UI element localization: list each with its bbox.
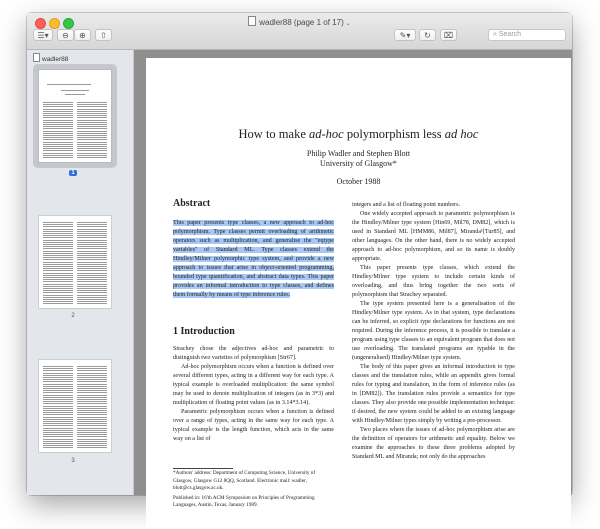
thumbnail-text-line <box>43 406 73 407</box>
thumbnail-text-line <box>77 290 107 291</box>
paper-affiliation: University of Glasgow* <box>320 159 397 168</box>
thumbnail-text-line <box>77 133 107 134</box>
thumbnail-text-line <box>77 257 107 258</box>
abstract-text-selected[interactable]: This paper presents type classes, a new approach to ad-hoc polymorphism. Type classes permit overloading of arithmetic operators such as multiplication, and generalise the "eqtype variables" of Standard ML. Type classes extend the Hindley/Milner polymorphic type system, and provide a new approach to issues that arise in object-oriented programming, bounded type quantification, and abstract data types. This paper provides an informal introduction to type classes, and defines them formally by means of type inference rules. <box>173 220 334 298</box>
thumbnail-text-line <box>77 111 107 112</box>
thumbnail-text-line <box>43 434 73 435</box>
thumbnail-text-line <box>77 237 107 238</box>
thumbnail-text-line <box>43 388 73 389</box>
thumbnail-text-line <box>77 441 107 442</box>
search-placeholder: Search <box>498 31 522 38</box>
thumbnail-text-line <box>77 131 107 132</box>
thumbnail-text-line <box>43 117 73 118</box>
thumbnail-text-line <box>77 423 107 424</box>
thumbnail-text-line <box>77 425 107 426</box>
thumbnail-text-line <box>77 262 107 263</box>
thumbnail-text-line <box>77 403 107 404</box>
thumbnail-text-line <box>77 124 107 125</box>
thumbnail-text-line <box>43 421 73 422</box>
thumbnail-text-line <box>77 375 107 376</box>
thumbnail-text-line <box>77 395 107 396</box>
thumbnail-text-line <box>77 297 107 298</box>
thumbnail-text-line <box>43 410 73 411</box>
thumbnail-text-line <box>43 153 73 154</box>
thumbnail-text-line <box>43 262 73 263</box>
thumbnail-text-line <box>77 150 107 151</box>
thumbnail-text-line <box>43 428 73 429</box>
thumbnail-text-line <box>77 277 107 278</box>
thumbnail-text-line <box>77 231 107 232</box>
thumbnail-text-line <box>77 115 107 116</box>
thumbnail-text-line <box>43 301 73 302</box>
thumbnail-text-line <box>77 104 107 105</box>
search-icon: ⌕ <box>493 31 497 38</box>
markup-button[interactable]: ✎▾ <box>394 29 416 41</box>
thumbnail-text-line <box>43 122 73 123</box>
thumbnail-text-line <box>43 144 73 145</box>
thumbnail-text-line <box>43 430 73 431</box>
thumbnail-text-line <box>77 142 107 143</box>
rotate-button[interactable]: ↻ <box>419 29 436 41</box>
thumbnail-text-line <box>43 279 73 280</box>
zoom-in-button[interactable]: ⊕ <box>74 29 91 41</box>
thumbnail-text-line <box>43 292 73 293</box>
thumbnail-text-line <box>43 401 73 402</box>
thumbnail-text-line <box>77 251 107 252</box>
thumbnail-text-line <box>77 408 107 409</box>
thumbnail-text-line <box>77 226 107 227</box>
thumbnail-title-line <box>65 94 85 95</box>
thumbnail-text-line <box>43 135 73 136</box>
page-thumbnail-2[interactable] <box>39 216 111 308</box>
thumbnail-text-line <box>43 395 73 396</box>
thumbnail-text-line <box>43 412 73 413</box>
thumbnail-text-line <box>43 439 73 440</box>
thumbnail-text-line <box>77 301 107 302</box>
thumbnail-text-line <box>77 295 107 296</box>
thumbnail-text-line <box>77 432 107 433</box>
thumbnail-text-line <box>43 295 73 296</box>
thumbnail-text-line <box>77 253 107 254</box>
thumbnail-text-line <box>77 373 107 374</box>
thumbnail-text-line <box>77 414 107 415</box>
thumbnail-text-line <box>43 436 73 437</box>
footnote-published: Published in: 16'th ACM Symposium on Principles of Programming Languages, Austin, Texas, January 1989. <box>173 494 315 508</box>
thumbnail-text-line <box>43 142 73 143</box>
thumbnail-text-line <box>77 259 107 260</box>
thumbnail-text-line <box>43 408 73 409</box>
thumbnail-text-line <box>43 115 73 116</box>
thumbnail-text-line <box>43 288 73 289</box>
window-title[interactable] <box>27 16 572 27</box>
thumbnail-text-line <box>43 222 73 223</box>
thumbnail-text-line <box>43 244 73 245</box>
footnote-address: *Authors' address: Department of Computing Science, University of Glasgow, Glasgow G12 8QQ, Scotland. Electronic mail: wadler, blott@cs.glasgow.ac.uk. <box>173 470 316 491</box>
thumbnail-text-line <box>77 401 107 402</box>
thumbnail-text-line <box>77 106 107 107</box>
thumbnail-sidebar <box>27 50 134 495</box>
document-view[interactable] <box>134 50 572 508</box>
thumbnail-text-line <box>43 137 73 138</box>
thumbnail-text-line <box>43 246 73 247</box>
thumbnail-text-line <box>43 255 73 256</box>
thumbnail-text-line <box>43 157 73 158</box>
thumbnail-text-line <box>43 284 73 285</box>
sidebar-toggle-button[interactable]: ☰▾ <box>33 29 53 41</box>
thumbnail-text-line <box>43 242 73 243</box>
thumbnail-text-line <box>77 109 107 110</box>
thumbnail-text-line <box>43 375 73 376</box>
thumbnail-text-line <box>43 273 73 274</box>
share-button[interactable]: ⇧ <box>95 29 112 41</box>
thumbnail-text-line <box>77 144 107 145</box>
thumbnail-text-line <box>77 224 107 225</box>
thumbnail-text-line <box>43 423 73 424</box>
thumbnail-text-line <box>77 266 107 267</box>
thumbnail-text-line <box>43 399 73 400</box>
thumbnail-text-line <box>43 377 73 378</box>
thumbnail-text-line <box>77 244 107 245</box>
thumbnail-text-line <box>43 139 73 140</box>
thumbnail-text-line <box>77 233 107 234</box>
document-icon <box>248 16 256 26</box>
page-thumbnail-1[interactable] <box>39 70 111 162</box>
thumbnail-text-line <box>77 370 107 371</box>
page-thumbnail-label: 3 <box>71 458 75 464</box>
thumbnail-text-line <box>43 268 73 269</box>
right-column-text: integers and a list of floating point numbers. One widely accepted approach to parametric polymorphism is the Hindley/Milner type system [Hin69, Mil78, DM82], which is used in Standard ML [HMM86, Mil87], Miranda¹[Tur85], and other languages. On the other hand, there is no widely accepted approach to ad-hoc polymorphism, and so its name is doubly appropriate. This paper presents type classes, which extend the Hindley/Milner type system to include certain kinds of overloading, and thus bring together the two sorts of polymorphism that Strachey separated. The type system presented here is a generalisation of the Hindley/Milner type system. As in that system, type declarations can be inferred, so explicit type declarations for functions are not required. During the inference process, it is possible to translate a program using type classes to an equivalent program that does not use overloading. The translated programs are typable in the (ungeneralised) Hindley/Milner type system. The body of this paper gives an informal introduction to type classes and the translation rules, while an appendix gives formal rules for typing and translation, in the form of inference rules (as in [DM82]). The translation rules provide a semantics for type classes. They also provide one possible implementation technique: if desired, the new system could be added to an existing language with Hindley/Milner types simply by writing a pre-processor. Two places where the issues of ad-hoc polymorphism arise are the definition of operators for arithmetic and equality. Below we examine the approaches to these three problems adopted by Standard ML and Miranda; not only do the approaches <box>352 202 515 460</box>
thumbnail-text-line <box>43 290 73 291</box>
thumbnail-text-line <box>43 381 73 382</box>
thumbnail-text-line <box>77 366 107 367</box>
thumbnail-text-line <box>43 397 73 398</box>
thumbnail-text-line <box>43 445 73 446</box>
thumbnail-text-line <box>77 155 107 156</box>
thumbnail-text-line <box>43 297 73 298</box>
thumbnail-text-line <box>43 379 73 380</box>
thumbnail-text-line <box>43 443 73 444</box>
thumbnail-text-line <box>77 273 107 274</box>
thumbnail-text-line <box>77 299 107 300</box>
thumbnail-text-line <box>43 373 73 374</box>
page-thumbnail-3[interactable] <box>39 360 111 452</box>
thumbnail-text-line <box>43 432 73 433</box>
thumbnail-text-line <box>77 153 107 154</box>
thumbnail-text-line <box>77 406 107 407</box>
thumbnail-text-line <box>43 150 73 151</box>
thumbnail-text-line <box>43 392 73 393</box>
thumbnail-text-line <box>77 377 107 378</box>
thumbnail-text-line <box>43 366 73 367</box>
thumbnail-text-line <box>43 370 73 371</box>
thumbnail-text-line <box>43 113 73 114</box>
paper-title: How to make ad-hoc polymorphism less ad hoc <box>238 127 479 141</box>
thumbnail-text-line <box>43 248 73 249</box>
thumbnail-text-line <box>77 384 107 385</box>
thumbnail-text-line <box>77 410 107 411</box>
title-bar <box>27 13 572 50</box>
thumbnail-text-line <box>77 388 107 389</box>
thumbnail-text-line <box>77 128 107 129</box>
thumbnail-text-line <box>77 397 107 398</box>
thumbnail-text-line <box>77 390 107 391</box>
thumbnail-text-line <box>43 403 73 404</box>
thumbnail-text-line <box>77 292 107 293</box>
thumbnail-text-line <box>43 303 73 304</box>
thumbnail-text-line <box>43 386 73 387</box>
thumbnail-text-line <box>77 434 107 435</box>
thumbnail-text-line <box>77 148 107 149</box>
thumbnail-text-line <box>77 146 107 147</box>
sidebar-document-header[interactable] <box>33 53 68 63</box>
thumbnail-text-line <box>77 368 107 369</box>
thumbnail-text-line <box>43 257 73 258</box>
thumbnail-text-line <box>77 412 107 413</box>
thumbnail-text-line <box>77 428 107 429</box>
document-icon <box>33 53 40 62</box>
thumbnail-text-line <box>43 124 73 125</box>
thumbnail-text-line <box>77 445 107 446</box>
paper-date: October 1988 <box>336 177 381 186</box>
thumbnail-text-line <box>43 266 73 267</box>
thumbnail-title-line <box>47 84 91 85</box>
thumbnail-text-line <box>77 270 107 271</box>
thumbnail-text-line <box>77 386 107 387</box>
thumbnail-text-line <box>43 286 73 287</box>
thumbnail-text-line <box>43 231 73 232</box>
thumbnail-text-line <box>43 226 73 227</box>
toolbox-button[interactable]: ⌧ <box>440 29 457 41</box>
thumbnail-text-line <box>77 417 107 418</box>
thumbnail-text-line <box>77 157 107 158</box>
thumbnail-text-line <box>43 414 73 415</box>
thumbnail-text-line <box>43 104 73 105</box>
thumbnail-text-line <box>43 109 73 110</box>
thumbnail-text-line <box>77 113 107 114</box>
thumbnail-text-line <box>77 120 107 121</box>
pdf-page <box>146 58 571 528</box>
thumbnail-text-line <box>77 379 107 380</box>
thumbnail-text-line <box>77 399 107 400</box>
thumbnail-text-line <box>77 447 107 448</box>
thumbnail-text-line <box>43 126 73 127</box>
thumbnail-text-line <box>77 135 107 136</box>
thumbnail-text-line <box>43 390 73 391</box>
thumbnail-text-line <box>43 146 73 147</box>
thumbnail-text-line <box>77 246 107 247</box>
thumbnail-text-line <box>77 381 107 382</box>
thumbnail-text-line <box>77 229 107 230</box>
paper-authors: Philip Wadler and Stephen Blott University of Glasgow* <box>146 149 571 169</box>
sidebar-document-name: wadler88 <box>42 56 69 63</box>
thumbnail-text-line <box>77 122 107 123</box>
thumbnail-text-line <box>77 268 107 269</box>
thumbnail-text-line <box>77 275 107 276</box>
thumbnail-text-line <box>43 233 73 234</box>
introduction-text: Strachey chose the adjectives ad-hoc and parametric to distinguish two varieties of polymorphism [Str67]. Ad-hoc polymorphism occurs when a function is defined over several different types, acting in a different way for each type. A typical example is overloaded multiplication: the same symbol may be used to denote multiplication of integers (as in 3*3) and multiplication of floating point values (as in 3.14*3.14). Parametric polymorphism occurs when a function is defined over a range of types, acting in the same way for each type. A typical example is the length function, which acts in the same way on a list of <box>173 346 334 442</box>
zoom-out-button[interactable]: ⊖ <box>57 29 74 41</box>
thumbnail-text-line <box>77 286 107 287</box>
thumbnail-text-line <box>43 235 73 236</box>
page-thumbnail-label: 1 <box>71 170 75 176</box>
thumbnail-text-line <box>43 120 73 121</box>
thumbnail-text-line <box>43 102 73 103</box>
thumbnail-text-line <box>77 439 107 440</box>
thumbnail-text-line <box>43 275 73 276</box>
thumbnail-text-line <box>43 281 73 282</box>
thumbnail-text-line <box>77 436 107 437</box>
thumbnail-text-line <box>77 102 107 103</box>
thumbnail-text-line <box>77 288 107 289</box>
search-field[interactable] <box>488 29 566 41</box>
thumbnail-text-line <box>43 155 73 156</box>
thumbnail-text-line <box>77 137 107 138</box>
thumbnail-text-line <box>43 259 73 260</box>
thumbnail-text-line <box>77 284 107 285</box>
thumbnail-text-line <box>77 430 107 431</box>
thumbnail-text-line <box>77 419 107 420</box>
thumbnail-text-line <box>43 277 73 278</box>
thumbnail-text-line <box>43 240 73 241</box>
thumbnail-text-line <box>43 229 73 230</box>
thumbnail-text-line <box>43 299 73 300</box>
thumbnail-text-line <box>77 264 107 265</box>
thumbnail-text-line <box>43 419 73 420</box>
thumbnail-text-line <box>43 270 73 271</box>
chevron-down-icon: ⌄ <box>345 21 351 27</box>
thumbnail-text-line <box>77 139 107 140</box>
thumbnail-text-line <box>77 392 107 393</box>
thumbnail-text-line <box>77 117 107 118</box>
page-thumbnail-label: 2 <box>71 313 75 319</box>
thumbnail-text-line <box>43 128 73 129</box>
thumbnail-title-line <box>61 90 89 91</box>
thumbnail-text-line <box>43 148 73 149</box>
window-title-text: wadler88 (page 1 of 17) <box>259 18 344 27</box>
thumbnail-text-line <box>77 242 107 243</box>
thumbnail-text-line <box>43 251 73 252</box>
thumbnail-text-line <box>77 126 107 127</box>
thumbnail-text-line <box>43 447 73 448</box>
thumbnail-text-line <box>77 281 107 282</box>
thumbnail-text-line <box>43 133 73 134</box>
thumbnail-text-line <box>77 235 107 236</box>
thumbnail-text-line <box>43 368 73 369</box>
thumbnail-text-line <box>77 303 107 304</box>
thumbnail-text-line <box>77 222 107 223</box>
thumbnail-text-line <box>43 425 73 426</box>
introduction-heading: 1 Introduction <box>173 326 235 337</box>
thumbnail-text-line <box>77 421 107 422</box>
thumbnail-text-line <box>77 443 107 444</box>
thumbnail-text-line <box>77 255 107 256</box>
thumbnail-text-line <box>43 417 73 418</box>
thumbnail-text-line <box>43 106 73 107</box>
thumbnail-text-line <box>43 441 73 442</box>
thumbnail-text-line <box>77 240 107 241</box>
preview-window <box>27 13 572 508</box>
thumbnail-text-line <box>43 224 73 225</box>
thumbnail-text-line <box>43 264 73 265</box>
thumbnail-text-line <box>43 237 73 238</box>
thumbnail-text-line <box>77 248 107 249</box>
abstract-heading: Abstract <box>173 198 211 209</box>
footnote-rule <box>173 468 233 469</box>
footnotes <box>173 470 334 512</box>
thumbnail-text-line <box>77 279 107 280</box>
thumbnail-text-line <box>43 131 73 132</box>
thumbnail-text-line <box>43 111 73 112</box>
thumbnail-text-line <box>43 384 73 385</box>
thumbnail-text-line <box>43 253 73 254</box>
